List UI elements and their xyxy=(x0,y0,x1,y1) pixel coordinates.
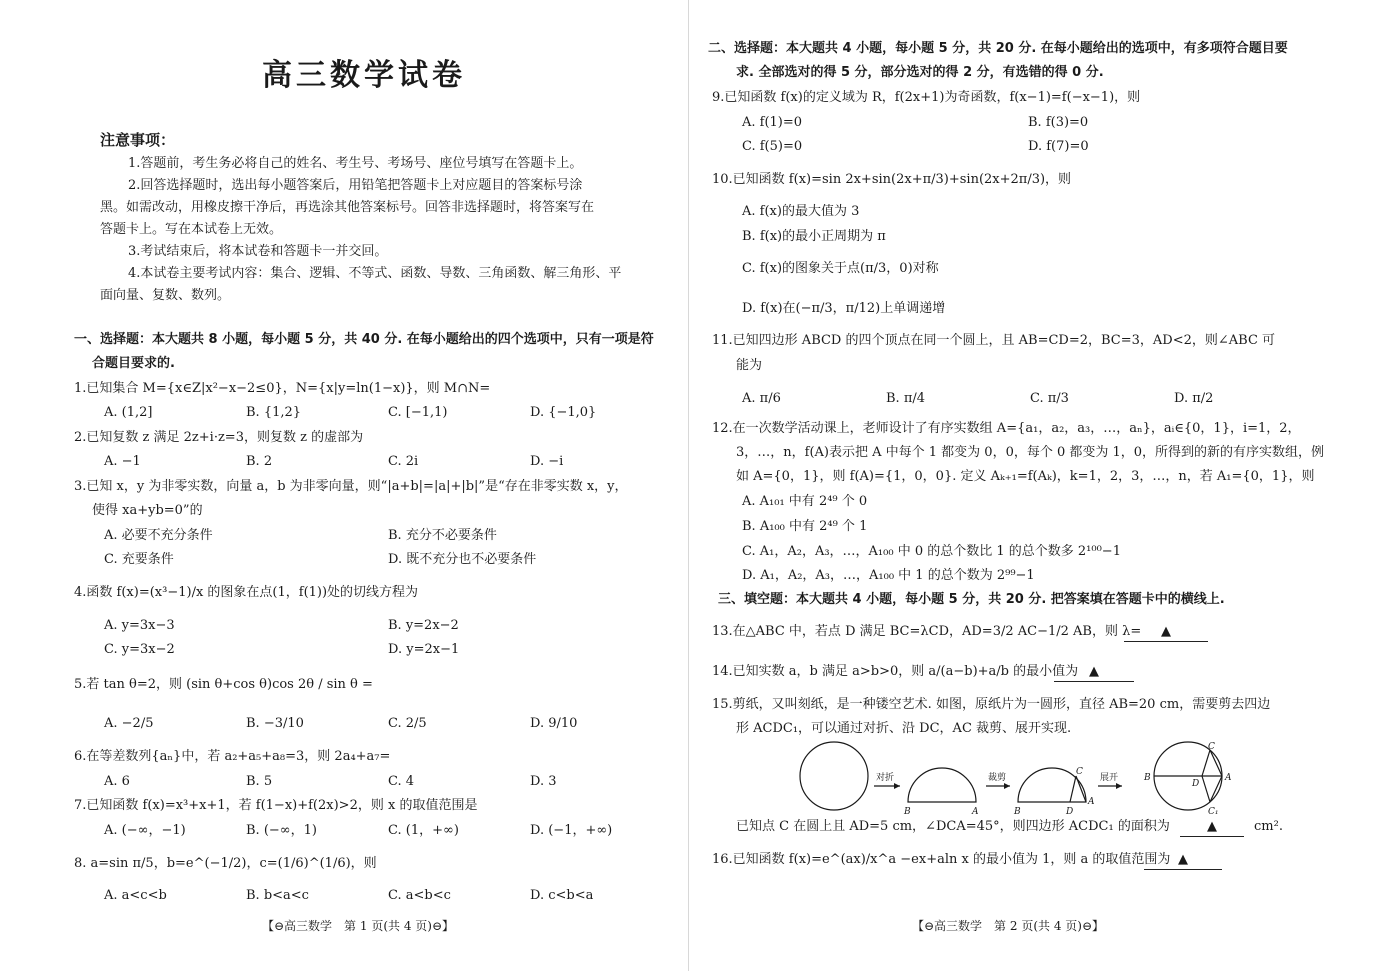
answer-blank xyxy=(1054,663,1134,682)
question-stem: 8. a=sin π/5，b=e^(−1/2)，c=(1/6)^(1/6)，则 xyxy=(74,856,377,871)
option: C. 充要条件 xyxy=(104,552,174,567)
option: A. f(1)=0 xyxy=(742,115,803,130)
section-heading: 二、选择题：本大题共 4 小题，每小题 5 分，共 20 分. 在每小题给出的选项中，有多项符合题目要 xyxy=(708,41,1288,56)
option: A. a<c<b xyxy=(104,888,167,903)
option: A. −2/5 xyxy=(104,716,154,731)
option: B. 充分不必要条件 xyxy=(388,528,497,543)
option: D. π/2 xyxy=(1174,391,1214,406)
question-stem: 4.函数 f(x)=(x³−1)/x 的图象在点(1，f(1))处的切线方程为 xyxy=(74,585,419,600)
fold-label: 对折 xyxy=(876,773,895,783)
page-divider xyxy=(688,0,689,971)
option: D. y=2x−1 xyxy=(388,642,460,657)
option: D. 3 xyxy=(530,774,557,789)
option: C. [−1,1) xyxy=(388,405,448,420)
option: B. 5 xyxy=(246,774,273,789)
folded-semicircle xyxy=(908,768,976,802)
notice-line: 黑。如需改动，用橡皮擦干净后，再选涂其他答案标号。回答非选择题时，将答案写在 xyxy=(100,200,595,215)
point-label: C xyxy=(1076,767,1083,777)
notice-line: 2.回答选择题时，选出每小题答案后，用铅笔把答题卡上对应题目的答案标号涂 xyxy=(128,178,583,193)
question-stem: 7.已知函数 f(x)=x³+x+1，若 f(1−x)+f(2x)>2，则 x 的取值范围是 xyxy=(74,798,478,813)
question-stem: 2.已知复数 z 满足 2z+i·z=3，则复数 z 的虚部为 xyxy=(74,430,364,445)
page-title: 高三数学试卷 xyxy=(262,58,466,93)
unit-label: cm². xyxy=(1254,819,1283,834)
section-heading: 三、填空题：本大题共 4 小题，每小题 5 分，共 20 分. 把答案填在答题卡中的横线上. xyxy=(718,592,1225,607)
point-label: B xyxy=(1014,807,1021,817)
question-stem-cont: 形 ACDC₁，可以通过对折、沿 DC，AC 裁剪、展开实现. xyxy=(736,721,1072,736)
option: C. 2/5 xyxy=(388,716,427,731)
option: D. A₁，A₂，A₃，…，A₁₀₀ 中 1 的总个数为 2⁹⁹−1 xyxy=(742,568,1035,583)
blank-triangle-icon: ▲ xyxy=(1089,664,1099,679)
option: A. (−∞，−1) xyxy=(104,823,186,838)
answer-blank xyxy=(1144,851,1222,870)
notice-line: 4.本试卷主要考试内容：集合、逻辑、不等式、函数、导数、三角函数、解三角形、平 xyxy=(128,266,622,281)
question-stem: 10.已知函数 f(x)=sin 2x+sin(2x+π/3)+sin(2x+2π/3)，则 xyxy=(712,172,1072,187)
question-stem: 11.已知四边形 ABCD 的四个顶点在同一个圆上，且 AB=CD=2，BC=3，AD<2，则∠ABC 可 xyxy=(712,333,1276,348)
paper-cutting-figure xyxy=(788,740,1258,820)
question-stem: 1.已知集合 M={x∈Z|x²−x−2≤0}，N={x|y=ln(1−x)}，则 M∩N= xyxy=(74,381,491,396)
notice-line: 面向量、复数、数列。 xyxy=(100,288,231,303)
option: B. (−∞，1) xyxy=(246,823,317,838)
option: C. π/3 xyxy=(1030,391,1069,406)
notice-heading: 注意事项： xyxy=(100,131,176,149)
option: D. {−1,0} xyxy=(530,405,597,420)
point-label: A xyxy=(1088,797,1095,807)
question-stem: 16.已知函数 f(x)=e^(ax)/x^a −ex+aln x 的最小值为 1，则 a 的取值范围为 xyxy=(712,852,1171,867)
question-stem: 14.已知实数 a，b 满足 a>b>0，则 a/(a−b)+a/b 的最小值为 xyxy=(712,664,1079,679)
page-footer: 【⊖高三数学 第 2 页(共 4 页)⊖】 xyxy=(912,919,1105,933)
option: B. {1,2} xyxy=(246,405,302,420)
blank-triangle-icon: ▲ xyxy=(1161,624,1171,639)
option: C. f(5)=0 xyxy=(742,139,803,154)
blank-triangle-icon: ▲ xyxy=(1207,819,1217,834)
option: A. π/6 xyxy=(742,391,781,406)
option: D. c<b<a xyxy=(530,888,594,903)
point-label: B xyxy=(904,807,911,817)
question-stem: 3.已知 x，y 为非零实数，向量 a，b 为非零向量，则“|a+b|=|a|+|b|”是“存在非零实数 x，y， xyxy=(74,479,628,494)
question-stem-cont: 使得 xa+yb=0”的 xyxy=(92,503,203,518)
option: B. −3/10 xyxy=(246,716,304,731)
point-label: C₁ xyxy=(1208,807,1219,817)
section-heading: 求. 全部选对的得 5 分，部分选对的得 2 分，有选错的得 0 分. xyxy=(736,65,1104,80)
question-stem-cont: 3，…，n，f(A)表示把 A 中每个 1 都变为 0，0，每个 0 都变为 1，0，所得到的新的有序实数组，例 xyxy=(736,445,1325,460)
option: C. f(x)的图象关于点(π/3，0)对称 xyxy=(742,261,939,276)
option: D. 9/10 xyxy=(530,716,578,731)
question-stem-cont: 如 A={0，1}，则 f(A)={1，0，0}. 定义 Aₖ₊₁=f(Aₖ)，k=1，2，3，…，n，若 A₁={0，1}，则 xyxy=(736,469,1315,484)
option: D. −i xyxy=(530,454,564,469)
question-stem: 12.在一次数学活动课上，老师设计了有序实数组 A={a₁，a₂，a₃，…，aₙ}，aᵢ∈{0，1}，i=1，2， xyxy=(712,421,1301,436)
point-label: B xyxy=(1144,773,1151,783)
question-stem: 6.在等差数列{aₙ}中，若 a₂+a₅+a₈=3，则 2a₄+a₇= xyxy=(74,749,391,764)
option: A. (1,2] xyxy=(104,405,153,420)
option: D. f(7)=0 xyxy=(1028,139,1089,154)
option: B. 2 xyxy=(246,454,273,469)
point-label: A xyxy=(1225,773,1232,783)
option: A. 必要不充分条件 xyxy=(104,528,213,543)
page-2 xyxy=(688,0,1375,971)
option: A. f(x)的最大值为 3 xyxy=(742,204,860,219)
question-stem: 9.已知函数 f(x)的定义域为 R，f(2x+1)为奇函数，f(x−1)=f(−x−1)，则 xyxy=(712,90,1141,105)
option: A. −1 xyxy=(104,454,141,469)
option: B. f(3)=0 xyxy=(1028,115,1089,130)
option: B. b<a<c xyxy=(246,888,309,903)
option: D. (−1，+∞) xyxy=(530,823,613,838)
question-stem: 15.剪纸，又叫刻纸，是一种镂空艺术. 如图，原纸片为一圆形，直径 AB=20 cm，需要剪去四边 xyxy=(712,697,1271,712)
option: A. y=3x−3 xyxy=(104,618,175,633)
notice-line: 3.考试结束后，将本试卷和答题卡一并交回。 xyxy=(128,244,388,259)
option: C. 4 xyxy=(388,774,415,789)
answer-blank xyxy=(1124,623,1208,642)
option: A. A₁₀₁ 中有 2⁴⁹ 个 0 xyxy=(742,494,868,509)
option: C. (1，+∞) xyxy=(388,823,459,838)
point-label: D xyxy=(1066,807,1074,817)
option: B. π/4 xyxy=(886,391,926,406)
option: B. f(x)的最小正周期为 π xyxy=(742,229,886,244)
option: A. 6 xyxy=(104,774,130,789)
point-label: C xyxy=(1208,742,1215,752)
cut-label: 裁剪 xyxy=(988,773,1007,783)
option: D. 既不充分也不必要条件 xyxy=(388,552,537,567)
option: B. A₁₀₀ 中有 2⁴⁹ 个 1 xyxy=(742,519,868,534)
question-stem: 13.在△ABC 中，若点 D 满足 BC=λCD，AD=3/2 AC−1/2 AB，则 λ= xyxy=(712,624,1142,639)
blank-triangle-icon: ▲ xyxy=(1178,852,1188,867)
option: C. y=3x−2 xyxy=(104,642,175,657)
point-label: A xyxy=(972,807,979,817)
option: D. f(x)在(−π/3，π/12)上单调递增 xyxy=(742,301,946,316)
answer-blank xyxy=(1180,818,1244,837)
option: B. y=2x−2 xyxy=(388,618,459,633)
option: C. a<b<c xyxy=(388,888,451,903)
notice-line: 答题卡上。写在本试卷上无效。 xyxy=(100,222,283,237)
unfold-label: 展开 xyxy=(1100,773,1119,783)
question-stem: 5.若 tan θ=2，则 (sin θ+cos θ)cos 2θ / sin θ = xyxy=(74,677,373,692)
notice-line: 1.答题前，考生务必将自己的姓名、考生号、考场号、座位号填写在答题卡上。 xyxy=(128,156,583,171)
option: C. A₁，A₂，A₃，…，A₁₀₀ 中 0 的总个数比 1 的总个数多 2¹⁰⁰−1 xyxy=(742,544,1121,559)
section-heading: 合题目要求的. xyxy=(92,356,175,371)
option: C. 2i xyxy=(388,454,419,469)
point-label: D xyxy=(1192,779,1200,789)
section-heading: 一、选择题：本大题共 8 小题，每小题 5 分，共 40 分. 在每小题给出的四个选项中，只有一项是符 xyxy=(74,332,654,347)
page-footer: 【⊖高三数学 第 1 页(共 4 页)⊖】 xyxy=(262,919,455,933)
original-circle xyxy=(800,742,868,810)
question-stem-cont: 已知点 C 在圆上且 AD=5 cm，∠DCA=45°，则四边形 ACDC₁ 的面积为 xyxy=(736,819,1170,834)
question-stem-cont: 能为 xyxy=(736,358,763,373)
